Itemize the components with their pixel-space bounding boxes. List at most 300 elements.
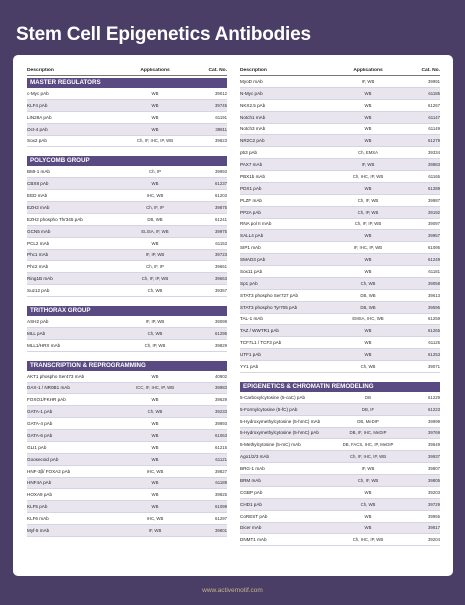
- product-description: CHD1 pAb: [240, 501, 262, 507]
- product-applications: WB: [364, 525, 372, 531]
- table-row: [27, 501, 227, 513]
- product-applications: DB, IF, IHC, MeDIP: [349, 430, 387, 436]
- product-applications: WB: [364, 126, 372, 132]
- table-row: [27, 406, 227, 418]
- product-applications: WB: [364, 233, 372, 239]
- product-cat-no: 61259: [428, 316, 440, 322]
- product-applications: DB, IF: [361, 406, 375, 412]
- product-applications: WB: [364, 102, 372, 108]
- product-cat-no: 61147: [428, 114, 440, 120]
- product-cat-no: 39993: [215, 169, 227, 175]
- product-cat-no: 39893: [215, 421, 227, 427]
- website-footer: www.activemotif.com: [202, 587, 263, 594]
- product-cat-no: 61099: [215, 504, 227, 510]
- product-description: Ago1/2/3 mAb: [240, 454, 270, 460]
- product-description: PLZF mAb: [240, 197, 262, 203]
- product-applications: IF, IHC, IP, WB: [353, 245, 383, 251]
- product-cat-no: 39827: [215, 468, 227, 474]
- product-applications: Ch, IP: [149, 169, 161, 175]
- product-cat-no: 39204: [428, 537, 440, 543]
- product-cat-no: 39663: [215, 276, 227, 282]
- product-cat-no: 39975: [215, 228, 227, 234]
- product-description: Goosecoid pAb: [27, 456, 59, 462]
- description-header: Description: [27, 67, 54, 73]
- table-row: [240, 171, 440, 183]
- product-cat-no: 39071: [428, 363, 440, 369]
- product-applications: WB: [151, 373, 159, 379]
- product-cat-no: 39883: [428, 162, 440, 168]
- product-cat-no: 39987: [428, 197, 440, 203]
- table-row: [27, 166, 227, 178]
- table-row: [27, 316, 227, 328]
- product-description: STAT3 phospho Ser727 pAb: [240, 292, 299, 298]
- table-row: [27, 371, 227, 383]
- product-description: MLL pAb: [27, 330, 46, 336]
- product-applications: WB: [151, 444, 159, 450]
- table-row: [240, 242, 440, 254]
- product-description: GATA-4 pAb: [27, 421, 53, 427]
- product-cat-no: 61095: [428, 245, 440, 251]
- product-applications: Ch, WB: [360, 363, 376, 369]
- product-description: SALL4 pAb: [240, 233, 264, 239]
- table-row: [240, 147, 440, 159]
- product-description: STAT3 phospho Tyr705 pAb: [240, 304, 298, 310]
- product-cat-no: 39723: [215, 252, 227, 258]
- product-description: YY1 pAb: [240, 363, 259, 369]
- product-description: PDX1 pAb: [240, 185, 262, 191]
- product-applications: Ch, WB: [360, 280, 376, 286]
- table-row: [240, 195, 440, 207]
- product-description: N-Myc pAb: [240, 90, 263, 96]
- product-applications: WB: [151, 397, 159, 403]
- section-heading: TRANSCRIPTION & REPROGRAMMING: [27, 361, 227, 371]
- table-row: [240, 404, 440, 416]
- product-applications: IHC, WB: [146, 468, 164, 474]
- product-cat-no: 39991: [428, 78, 440, 84]
- product-description: 5-Formylcytosine (5-fC) pAb: [240, 406, 298, 412]
- product-applications: IF, IP, WB: [145, 318, 165, 324]
- product-description: HNF-3β/ FOXA2 pAb: [27, 468, 71, 474]
- product-description: CGBP pAb: [240, 489, 263, 495]
- table-row: [240, 135, 440, 147]
- product-cat-no: 39999: [428, 418, 440, 424]
- product-description: BMI-1 mAb: [27, 169, 50, 175]
- table-row: [240, 88, 440, 100]
- product-cat-no: 61215: [215, 444, 227, 450]
- product-cat-no: 39233: [215, 409, 227, 415]
- product-description: PCL2 mAb: [27, 240, 50, 246]
- product-description: Sox11 pAb: [240, 268, 263, 274]
- product-description: 5-Hydroxymethylcytosine (5-hmC) mAb: [240, 418, 321, 424]
- product-description: c-Myc pAb: [27, 90, 49, 96]
- product-description: PAX7 mAb: [240, 162, 263, 168]
- table-row: [240, 499, 440, 511]
- product-description: NKX2.5 pAb: [240, 102, 266, 108]
- table-row: [27, 466, 227, 478]
- product-applications: Ch, IF, WB: [357, 197, 379, 203]
- product-applications: WB: [364, 138, 372, 144]
- product-description: HOXA9 pAb: [27, 492, 53, 498]
- product-cat-no: 39203: [428, 489, 440, 495]
- table-row: [240, 302, 440, 314]
- table-row: [27, 214, 227, 226]
- table-row: [240, 112, 440, 124]
- product-cat-no: 39825: [215, 492, 227, 498]
- product-applications: IF, WB: [361, 78, 375, 84]
- product-applications: Ch, IF, IP: [146, 264, 164, 270]
- product-applications: Ch, IF, IHC, IP, WB: [349, 454, 387, 460]
- table-row: [240, 349, 440, 361]
- applications-header: Applications: [140, 67, 170, 73]
- product-cat-no: 61267: [428, 102, 440, 108]
- product-applications: WB: [364, 328, 372, 334]
- table-row: [27, 112, 227, 124]
- product-applications: Ch, IHC, IP, WB: [352, 173, 384, 179]
- product-description: AKT1 phospho Ser473 mAb: [27, 373, 85, 379]
- product-applications: IF, WB: [361, 466, 375, 472]
- product-applications: IHC, WB: [146, 516, 164, 522]
- table-row: [240, 511, 440, 523]
- product-cat-no: 61191: [215, 114, 227, 120]
- table-row: [27, 340, 227, 352]
- table-row: [27, 285, 227, 297]
- table-row: [240, 100, 440, 112]
- product-description: BRG-1 mAb: [240, 466, 265, 472]
- product-description: Dicer mAb: [240, 525, 262, 531]
- product-cat-no: 39875: [215, 204, 227, 210]
- product-applications: DB, FACS, IHC, IP, MeDIP: [342, 442, 394, 448]
- product-applications: WB: [364, 114, 372, 120]
- product-cat-no: 61279: [428, 138, 440, 144]
- product-applications: WB: [151, 181, 159, 187]
- product-applications: WB: [364, 352, 372, 358]
- product-cat-no: 61181: [428, 268, 440, 274]
- product-description: MLL1/HRX mAb: [27, 342, 61, 348]
- product-applications: WB: [151, 432, 159, 438]
- product-cat-no: 61289: [428, 185, 440, 191]
- table-row: [240, 219, 440, 231]
- cat-no-header: Cat. No.: [208, 67, 227, 73]
- product-description: CoREST pAb: [240, 513, 268, 519]
- table-row: [240, 475, 440, 487]
- product-applications: EMSA, IHC, WB: [352, 316, 384, 322]
- table-row: [27, 430, 227, 442]
- product-description: GLI1 pAb: [27, 444, 47, 450]
- column-headers: [27, 65, 227, 76]
- left-column: [27, 65, 227, 537]
- table-row: [27, 100, 227, 112]
- product-cat-no: 39769: [428, 430, 440, 436]
- product-cat-no: 39649: [428, 442, 440, 448]
- product-applications: WB: [364, 185, 372, 191]
- table-row: [240, 463, 440, 475]
- cat-no-header: Cat. No.: [421, 67, 440, 73]
- product-applications: DB, WB: [360, 304, 376, 310]
- table-row: [240, 124, 440, 136]
- product-cat-no: 61229: [428, 394, 440, 400]
- applications-header: Applications: [353, 67, 383, 73]
- product-description: MyoD mAb: [240, 78, 263, 84]
- table-row: [27, 383, 227, 395]
- product-description: 5-Hydroxymethylcytosine (5-hmC) pAb: [240, 430, 319, 436]
- product-description: Myf-5 mAb: [27, 527, 50, 533]
- product-description: SMAD3 pAb: [240, 257, 266, 263]
- product-description: SIP1 mAb: [240, 245, 261, 251]
- product-cat-no: 61295: [215, 330, 227, 336]
- product-cat-no: 39334: [428, 150, 440, 156]
- table-row: [27, 88, 227, 100]
- product-description: Phc2 mAb: [27, 264, 49, 270]
- section-heading: MASTER REGULATORS: [27, 78, 227, 88]
- product-cat-no: 39829: [215, 342, 227, 348]
- product-description: RNA pol II mAb: [240, 221, 272, 227]
- table-row: [27, 513, 227, 525]
- product-description: 5-Methylcytosine (5-mC) mAb: [240, 442, 301, 448]
- product-applications: WB: [364, 257, 372, 263]
- product-description: Sox2 pAb: [27, 138, 47, 144]
- product-applications: Ch, WB: [360, 501, 376, 507]
- product-cat-no: 61249: [428, 257, 440, 263]
- section-heading: TRITHORAX GROUP: [27, 306, 227, 316]
- table-row: [27, 178, 227, 190]
- table-row: [27, 238, 227, 250]
- product-applications: DB, WB: [360, 292, 376, 298]
- product-applications: DB, MeDIP: [357, 418, 379, 424]
- product-cat-no: 61265: [428, 328, 440, 334]
- product-description: EED mAb: [27, 193, 48, 199]
- table-row: [240, 183, 440, 195]
- product-description: Notch1 mAb: [240, 114, 266, 120]
- product-applications: Ch, IHC, IP, WB: [352, 537, 384, 543]
- product-cat-no: 39097: [428, 221, 440, 227]
- product-description: EZH2 mAb: [27, 204, 50, 210]
- table-row: [27, 418, 227, 430]
- product-description: EZH2 phospho Thr345 pAb: [27, 216, 83, 222]
- table-row: [240, 266, 440, 278]
- column-headers: [240, 65, 440, 76]
- table-row: [240, 487, 440, 499]
- product-applications: IF, WB: [148, 527, 162, 533]
- table-row: [27, 261, 227, 273]
- product-cat-no: 39661: [215, 264, 227, 270]
- product-cat-no: 61203: [215, 193, 227, 199]
- product-description: LIN28A pAb: [27, 114, 52, 120]
- table-row: [240, 534, 440, 546]
- product-cat-no: 61241: [215, 216, 227, 222]
- table-row: [27, 202, 227, 214]
- product-cat-no: 39955: [428, 513, 440, 519]
- product-description: CBX8 pAb: [27, 181, 49, 187]
- product-cat-no: 39745: [215, 102, 227, 108]
- product-cat-no: 39192: [428, 209, 440, 215]
- product-cat-no: 61149: [428, 126, 440, 132]
- product-description: Oct-4 pAb: [27, 126, 48, 132]
- product-applications: WB: [364, 90, 372, 96]
- product-description: Suz12 pAb: [27, 288, 50, 294]
- table-row: [240, 392, 440, 404]
- product-cat-no: 39012: [215, 90, 227, 96]
- table-row: [27, 442, 227, 454]
- product-cat-no: 61121: [215, 456, 227, 462]
- table-row: [240, 451, 440, 463]
- product-description: KLF4 pAb: [27, 102, 48, 108]
- product-applications: WB: [151, 126, 159, 132]
- product-cat-no: 39595: [428, 304, 440, 310]
- product-cat-no: 61253: [428, 352, 440, 358]
- page-title: Stem Cell Epigenetics Antibodies: [16, 24, 311, 45]
- table-row: [240, 207, 440, 219]
- product-applications: Ch, IF, IP, WB: [141, 276, 169, 282]
- product-description: Phc1 mAb: [27, 252, 49, 258]
- product-cat-no: 61165: [428, 173, 440, 179]
- table-row: [27, 525, 227, 537]
- product-applications: ICC, IF, IHC, IP, WB: [135, 385, 175, 391]
- product-applications: Ch, IF, IP, WB: [354, 221, 382, 227]
- product-description: GCN5 mAb: [27, 228, 51, 234]
- product-applications: Ch, IP, WB: [144, 342, 166, 348]
- product-description: TAZ / WWTR1 pAb: [240, 328, 279, 334]
- product-description: ASH2 pAb: [27, 318, 49, 324]
- product-cat-no: 61189: [215, 480, 227, 486]
- table-row: [27, 273, 227, 285]
- table-row: [27, 489, 227, 501]
- product-cat-no: 40902: [215, 373, 227, 379]
- table-row: [240, 278, 440, 290]
- table-row: [240, 428, 440, 440]
- product-cat-no: 39937: [428, 454, 440, 460]
- product-cat-no: 61223: [428, 406, 440, 412]
- product-cat-no: 39629: [215, 397, 227, 403]
- product-description: FOXO1/FKHR pAb: [27, 397, 66, 403]
- product-applications: Ch, EMSA: [357, 150, 379, 156]
- product-applications: DB: [365, 394, 371, 400]
- product-description: GATA-1 pAb: [27, 409, 53, 415]
- product-cat-no: 39957: [428, 233, 440, 239]
- product-cat-no: 39811: [215, 126, 227, 132]
- table-row: [240, 439, 440, 451]
- section-heading: EPIGENETICS & CHROMATIN REMODELING: [240, 382, 440, 392]
- table-row: [240, 290, 440, 302]
- product-description: NR2C2 pAb: [240, 138, 265, 144]
- product-cat-no: 39058: [428, 280, 440, 286]
- product-applications: WB: [364, 489, 372, 495]
- antibody-catalog-card: [13, 55, 453, 576]
- product-cat-no: 39805: [428, 477, 440, 483]
- product-applications: WB: [364, 340, 372, 346]
- table-row: [240, 416, 440, 428]
- product-applications: WB: [151, 240, 159, 246]
- product-applications: Ch, IP, WB: [357, 209, 379, 215]
- product-cat-no: 61185: [428, 90, 440, 96]
- product-description: Ring1B mAb: [27, 276, 53, 282]
- product-description: BRM mAb: [240, 477, 261, 483]
- product-cat-no: 61125: [428, 340, 440, 346]
- product-cat-no: 39729: [428, 501, 440, 507]
- product-description: 5-Carboxylcytosine (5-caC) pAb: [240, 394, 306, 400]
- product-applications: Ch, WB: [147, 409, 163, 415]
- product-cat-no: 39983: [215, 385, 227, 391]
- product-description: DNMT1 mAb: [240, 537, 267, 543]
- product-description: KLF6 mAb: [27, 516, 49, 522]
- table-row: [27, 478, 227, 490]
- product-applications: WB: [151, 492, 159, 498]
- product-applications: IF, WB: [361, 162, 375, 168]
- product-cat-no: 61297: [215, 516, 227, 522]
- table-row: [240, 314, 440, 326]
- product-cat-no: 61237: [215, 181, 227, 187]
- product-description: DAX-1 / NR0B1 mAb: [27, 385, 70, 391]
- table-row: [240, 76, 440, 88]
- product-cat-no: 39801: [215, 527, 227, 533]
- table-row: [27, 454, 227, 466]
- product-description: HNF4A pAb: [27, 480, 52, 486]
- table-row: [27, 328, 227, 340]
- product-applications: WB: [151, 421, 159, 427]
- product-description: UTF1 pAb: [240, 352, 261, 358]
- product-applications: Ch, IF, IHC, IP, WB: [136, 138, 174, 144]
- table-row: [27, 394, 227, 406]
- table-row: [240, 337, 440, 349]
- table-row: [27, 226, 227, 238]
- product-applications: WB: [151, 504, 159, 510]
- product-description: Notch3 mAb: [240, 126, 266, 132]
- product-applications: ELISA, IF, WB: [141, 228, 169, 234]
- product-description: p53 pAb: [240, 150, 258, 156]
- description-header: Description: [240, 67, 267, 73]
- table-row: [240, 254, 440, 266]
- product-description: TAL-1 mAb: [240, 316, 263, 322]
- product-cat-no: 39099: [215, 318, 227, 324]
- product-cat-no: 39817: [428, 525, 440, 531]
- product-applications: WB: [364, 268, 372, 274]
- product-applications: WB: [151, 456, 159, 462]
- product-applications: WB: [151, 90, 159, 96]
- product-cat-no: 61153: [215, 240, 227, 246]
- table-row: [240, 523, 440, 535]
- table-row: [27, 250, 227, 262]
- product-description: PP2A pAb: [240, 209, 261, 215]
- table-row: [240, 230, 440, 242]
- product-cat-no: 61063: [215, 432, 227, 438]
- product-applications: IHC, WB: [146, 193, 164, 199]
- table-row: [240, 159, 440, 171]
- product-description: KLF5 pAb: [27, 504, 48, 510]
- product-cat-no: 39613: [428, 292, 440, 298]
- product-cat-no: 39807: [428, 466, 440, 472]
- product-applications: IF, IP, WB: [145, 252, 165, 258]
- table-row: [27, 136, 227, 148]
- product-description: Sp1 pAb: [240, 280, 258, 286]
- product-description: GATA-6 pAb: [27, 432, 53, 438]
- product-cat-no: 39823: [215, 138, 227, 144]
- product-applications: WB: [364, 513, 372, 519]
- product-applications: Ch, IF, WB: [357, 477, 379, 483]
- product-applications: Ch, IF, IP: [146, 204, 164, 210]
- table-row: [27, 124, 227, 136]
- product-applications: WB: [151, 114, 159, 120]
- product-applications: DB, WB: [147, 216, 163, 222]
- product-description: TCF7L1 / TCF3 pAb: [240, 340, 282, 346]
- product-applications: WB: [151, 480, 159, 486]
- product-applications: Ch, WB: [147, 330, 163, 336]
- product-cat-no: 39357: [215, 288, 227, 294]
- product-description: PBX1b mAb: [240, 173, 266, 179]
- table-row: [240, 325, 440, 337]
- right-column: [240, 65, 440, 546]
- section-heading: POLYCOMB GROUP: [27, 156, 227, 166]
- product-applications: Ch, WB: [147, 288, 163, 294]
- product-applications: WB: [151, 102, 159, 108]
